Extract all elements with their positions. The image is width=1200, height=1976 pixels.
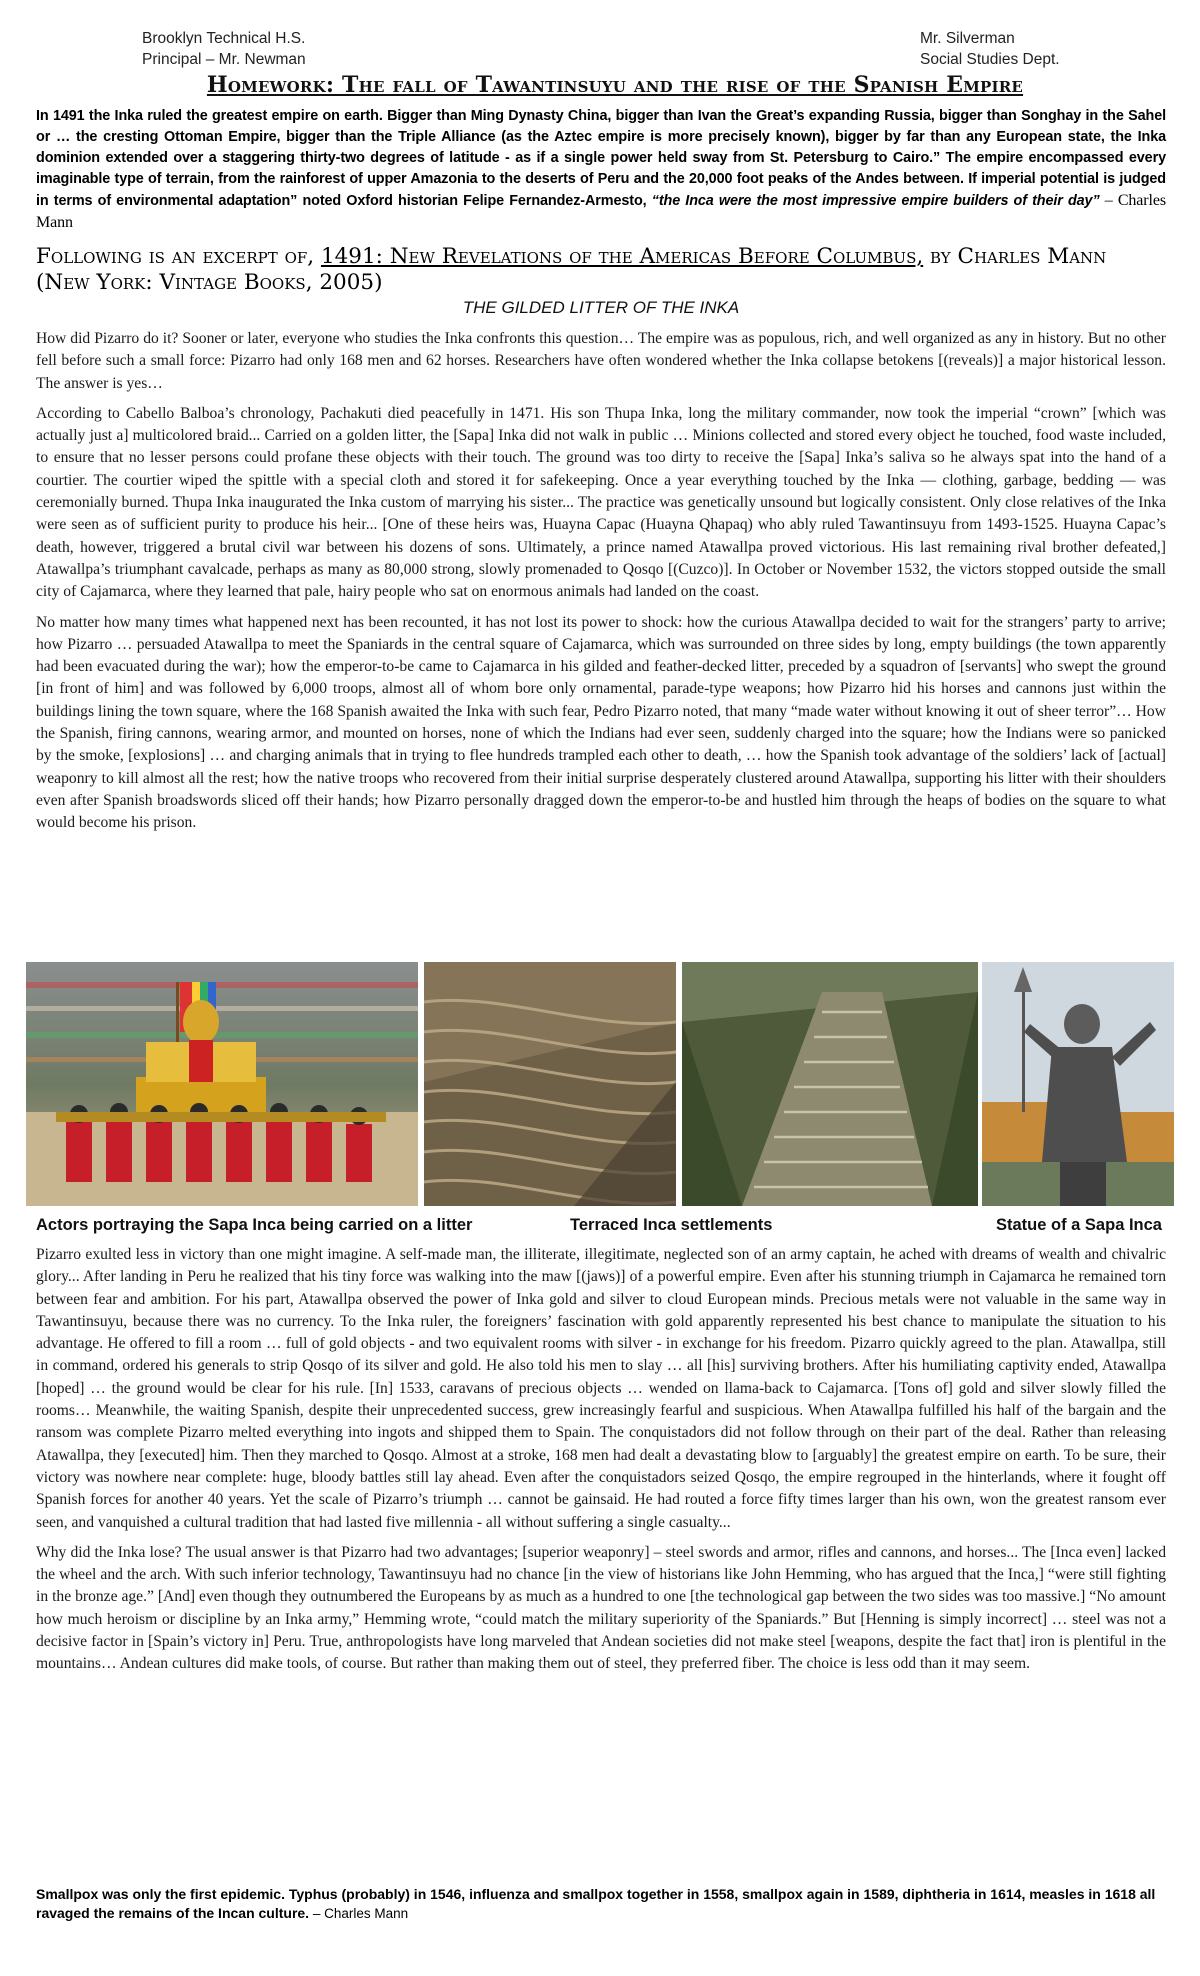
paragraph-2: According to Cabello Balboa’s chronology, Pachakuti died peacefully in 1471. His son Thupa Inka, long the military commander, now took the imperial “crown” [which was actually just a] multicolored braid... Carried on a golden litter, the [Sapa] Inka did not walk in public … Minions collected and stored every object he touched, food waste included, to ensure that no lesser persons could profane these objects with their touch. The ground was too dirty to receive the [Sapa] Inka’s saliva so he always spat into the hand of a courtier. The courtier wiped the spittle with a special cloth and stored it for safekeeping. Once a year everything touched by the Inka — clothing, garbage, bedding — was ceremonially burned. Thupa Inka inaugurated the Inka custom of marrying his sister... The practice was genetically unsound but logically consistent. Only close relatives of the Inka were seen as of sufficient purity to produce his heir... [One of these heirs was, Huayna Capac (Huayna Qhapaq) who ably ruled Tawantinsuyu from 1493-1525. Huayna Capac’s death, however, triggered a brutal civil war between his dozens of sons. Ultimately, a prince named Atawallpa proved victorious. His last remaining rival brother defeated,] Atawallpa’s triumphant cavalcade, perhaps as many as 80,000 strong, slowly promenaded to Qosqo [(Cuzco)]. In October or November 1532, the victors stopped outside the small city of Cajamarca, where they learned that pale, hairy people who sat on enormous animals had landed on the coast. xyxy=(36,404,1166,601)
terrace-photo-1 xyxy=(424,962,676,1206)
school-header xyxy=(142,28,306,70)
excerpt-body-part1 xyxy=(36,328,1166,843)
intro-quote: “the Inca were the most impressive empire builders of their day” xyxy=(651,193,1100,209)
footer-author: – Charles Mann xyxy=(309,1906,409,1921)
teacher-name: Mr. Silverman xyxy=(920,30,1015,47)
paragraph-4: Pizarro exulted less in victory than one might imagine. A self-made man, the illiterate, illegitimate, neglected son of an army captain, he ached with dreams of wealth and chivalric glory... After landing in Peru he realized that his tiny force was walking into the maw [(jaws)] of a powerful empire. Even after his stunning triumph in Cajamarca he remained torn between fear and ambition. For his part, Atawallpa observed the power of Inka gold and silver to cloud European minds. Precious metals were not valuable in the same way in Tawantinsuyu, because there was no currency. To the Inka ruler, the foreigners’ fascination with gold apparently represented his best chance to manipulate the situation to his advantage. He offered to fill a room … full of gold objects - and two equivalent rooms with silver - in exchange for his freedom. Pizarro quickly agreed to the plan. Atawallpa, still in command, ordered his generals to strip Qosqo of its silver and gold. He also told his men to slay … all [his] surviving brothers. After his humiliating captivity ended, Atawallpa [hoped] … the ground would be clear for his rule. [In] 1533, caravans of precious objects … wended on llama-back to Cajamarca. [Tons of] gold and silver slowly filled the rooms… Meanwhile, the waiting Spanish, despite their unprecedented success, grew increasingly fearful and suspicious. When Atawallpa fulfilled his half of the bargain and the ransom was complete Pizarro melted everything into ingots and shipped them to Spain. The conquistadors did not follow through on their part of the deal. Rather than releasing Atawallpa, they [executed] him. Then they marched to Qosqo. Almost at a stroke, 168 men had dealt a devastating blow to [arguably] the greatest empire on earth. To be sure, their victory was nowhere near complete: huge, bloody battles still lay ahead. Even after the conquistadors seized Qosqo, the empire regrouped in the hinterlands, where it fought off Spanish forces for another 40 years. Yet the scale of Pizarro’s triumph … cannot be gainsaid. He had routed a force fifty times larger than his own, won the greatest ransom ever seen, and vanquished a cultural tradition that had lasted five millennia - all without suffering a single casualty... xyxy=(36,1246,1166,1531)
excerpt-body-part2 xyxy=(36,1244,1166,1684)
excerpt-heading xyxy=(36,244,1166,296)
footer-text: Smallpox was only the first epidemic. Typhus (probably) in 1546, influenza and smallpox together in 1558, smallpox again in 1589, diphtheria in 1614, measles in 1618 all ravaged the remains of the Incan culture. xyxy=(36,1886,1156,1921)
intro-text: In 1491 the Inka ruled the greatest empire on earth. Bigger than Ming Dynasty China, bigger than Ivan the Great’s expanding Russia, bigger than Songhay in the Sahel or … the cresting Ottoman Empire, bigger than the Triple Alliance (as the Aztec empire is more precisely known), bigger by far than any European state, the Inka dominion extended over a staggering thirty-two degrees of latitude - as if a single power held sway from St. Petersburg to Cairo.” The empire encompassed every imaginable type of terrain, from the rainforest of upper Amazonia to the deserts of Peru and the 20,000 foot peaks of the Andes between. If imperial potential is judged in terms of environmental adaptation” noted Oxford historian Felipe Fernandez-Armesto, xyxy=(36,108,1166,209)
paragraph-5: Why did the Inka lose? The usual answer is that Pizarro had two advantages; [superior weaponry] – steel swords and armor, rifles and cannons, and horses... The [Inca even] lacked the wheel and the arch. With such inferior technology, Tawantinsuyu had no chance [in the view of historians like John Hemming, who has argued that the Inca,] “were still fighting in the bronze age.” [And] even though they outnumbered the Europeans by as much as a hundred to one [the technological gap between the two sides was too massive.] “No amount how much heroism or discipline by an Inka army,” Hemming wrote, “could match the military superiority of the Spaniards.” But [Henning is simply incorrect] … steel was not a decisive factor in [Spain’s victory in] Peru. True, anthropologists have long marveled that Andean societies did not make steel [weapons, despite the fact that] iron is plentiful in the mountains… Andean cultures did make tools, of course. But rather than making them out of steel, they preferred fiber. The choice is less odd than it may seem. xyxy=(36,1543,1166,1673)
paragraph-3: No matter how many times what happened next has been recounted, it has not lost its power to shock: how the curious Atawallpa decided to wait for the strangers’ party to arrive; how Pizarro … persuaded Atawallpa to meet the Spaniards in the central square of Cajamarca, which was surrounded on three sides by long, empty buildings (the town apparently had been evacuated during the war); how the emperor-to-be came to Cajamarca in his gilded and feather-decked litter, preceded by a squadron of [servants] who swept the ground [in front of him] and was followed by 6,000 troops, almost all of whom bore only ornamental, parade-type weapons; how Pizarro hid his horses and cannons just within the buildings lining the town square, where the 168 Spanish awaited the Inka with such fear, Pedro Pizarro noted, that many “made water without knowing it out of sheer terror”… How the Spanish, firing cannons, wearing armor, and mounted on horses, none of which the Indians had ever seen, suddenly charged into the square; how the Indians were so panicked by the smoke, [explosions] … and charging animals that in trying to flee hundreds trampled each other to death, … how the Spanish took advantage of the soldiers’ lack of [actual] weaponry to kill almost all the rest; how the native troops who recovered from their initial surprise desperately clustered around Atawallpa, supporting his litter with their shoulders even after Spanish broadswords sliced off their hands; how Pizarro personally dragged down the emperor-to-be and hustled him through the heaps of bodies on the square to what would become his prison. xyxy=(36,613,1166,832)
intro-paragraph xyxy=(36,106,1166,234)
teacher-header xyxy=(920,28,1060,70)
excerpt-suffix: by Charles Mann (New York: Vintage Books, 2005) xyxy=(36,244,1107,295)
footer-note xyxy=(36,1885,1166,1923)
book-title: 1491: New Revelations of the Americas Before Columbus, xyxy=(320,244,924,269)
section-subtitle: THE GILDED LITTER OF THE INKA xyxy=(462,298,740,317)
department-name: Social Studies Dept. xyxy=(920,51,1060,68)
caption-statue: Statue of a Sapa Inca xyxy=(996,1216,1162,1234)
caption-terraces: Terraced Inca settlements xyxy=(570,1216,773,1234)
homework-title: Homework: The fall of Tawantinsuyu and the rise of the Spanish Empire xyxy=(206,72,1024,98)
principal-name: Principal – Mr. Newman xyxy=(142,51,306,68)
paragraph-1: How did Pizarro do it? Sooner or later, everyone who studies the Inka confronts this question… The empire was as populous, rich, and well organized as any in history. But no other fell before such a small force: Pizarro had only 168 men and 62 horses. Researchers have often wondered whether the Inka collapse betokens [(reveals)] a major historical lesson. The answer is yes… xyxy=(36,330,1166,392)
litter-photo xyxy=(26,962,418,1206)
excerpt-prefix: Following is an excerpt of, xyxy=(36,244,321,269)
terrace-photo-2 xyxy=(682,962,978,1206)
school-name: Brooklyn Technical H.S. xyxy=(142,30,306,47)
intro-author: – Charles Mann xyxy=(36,192,1166,231)
caption-litter: Actors portraying the Sapa Inca being carried on a litter xyxy=(36,1216,473,1234)
statue-photo xyxy=(982,962,1174,1206)
